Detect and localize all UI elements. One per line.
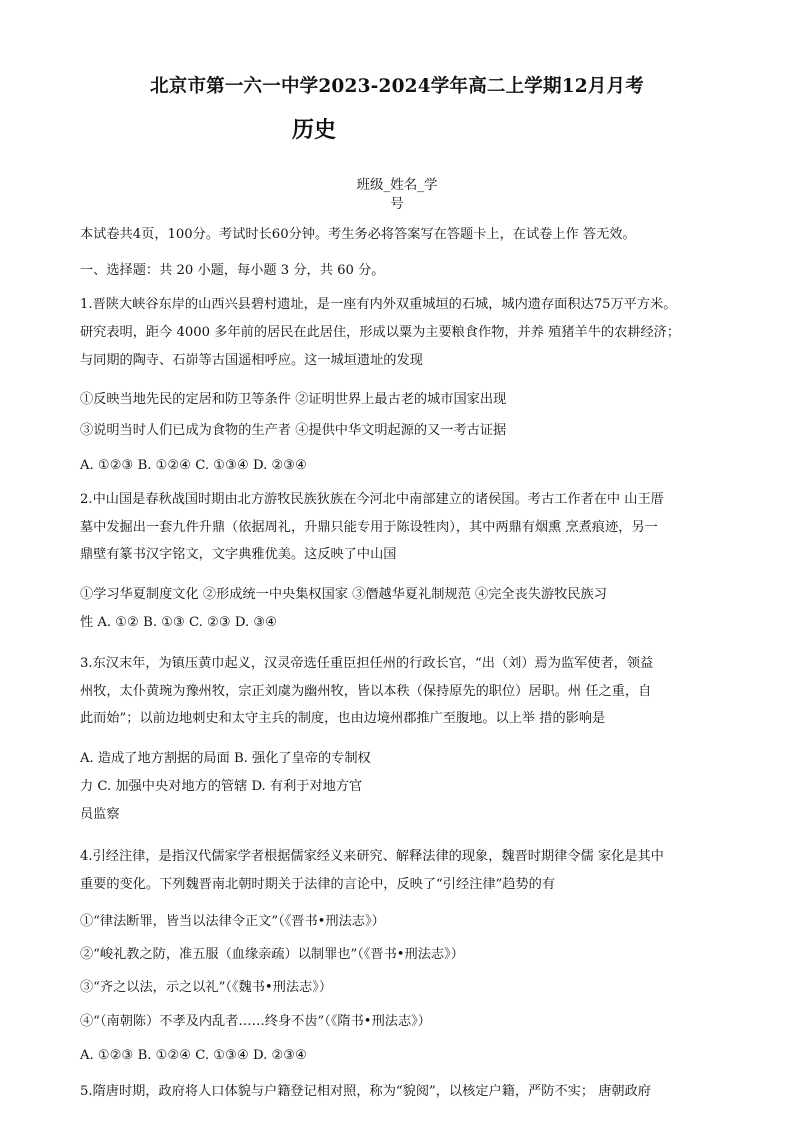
question-2-line-1: 2.中山国是春秋战国时期由北方游牧民族狄族在今河北中南部建立的诸侯国。考古工作者在中 山王厝 — [80, 492, 664, 507]
student-info-line1: 班级_姓名_学 — [356, 177, 438, 193]
question-1-line-3: 与同期的陶寺、石峁等古国遥相呼应。这一城垣遗址的发现 — [80, 353, 423, 368]
question-4-line-1: 4.引经注律，是指汉代儒家学者根据儒家经义来研究、解释法律的现象，魏晋时期律令儒 家化是其中 — [80, 849, 664, 864]
question-4-option-line-2: ②“峻礼教之防，准五服（血缘亲疏）以制罪也”（《晋书•刑法志》） — [80, 947, 464, 962]
question-2-line-3: 鼎壁有篆书汉字铭文，文字典雅优美。这反映了中山国 — [80, 547, 397, 562]
question-4-option-line-3: ③“齐之以法，示之以礼”（《魏书•刑法志》） — [80, 980, 333, 995]
question-3-option-line-3: 员监察 — [80, 807, 120, 822]
question-3-option-line-2: 力 C. 加强中央对地方的管辖 D. 有利于对地方官 — [80, 779, 363, 794]
exam-subject: 历史 — [292, 117, 337, 143]
section-heading: 一、选择题：共 20 小题，每小题 3 分，共 60 分。 — [80, 263, 385, 278]
question-1-line-2: 研究表明，距今 4000 多年前的居民在此居住，形成以粟为主要粮食作物，并养 殖猪羊牛的农耕经济； — [80, 325, 681, 340]
question-1-option-line-2: ③说明当时人们已成为食物的生产者 ④提供中华文明起源的又一考古证据 — [80, 423, 507, 438]
exam-title: 北京市第一六一中学2023-2024学年高二上学期12月月考 — [150, 76, 644, 97]
question-3-line-2: 州牧，太仆黄琬为豫州牧，宗正刘虞为幽州牧，皆以本秩（保持原先的职位）居职。州 任之重，自 — [80, 684, 652, 699]
question-1-answer-choices: A. ①②③ B. ①②④ C. ①③④ D. ②③④ — [80, 458, 307, 473]
question-3-option-line-1: A. 造成了地方割据的局面 B. 强化了皇帝的专制权 — [80, 751, 371, 766]
question-1-option-line-1: ①反映当地先民的定居和防卫等条件 ②证明世界上最古老的城市国家出现 — [80, 392, 507, 407]
question-4-answer-choices: A. ①②③ B. ①②④ C. ①③④ D. ②③④ — [80, 1048, 307, 1063]
question-2-option-line-2: 性 A. ①② B. ①③ C. ②③ D. ③④ — [80, 615, 278, 630]
question-3-line-3: 此而始”；以前边地刺史和太守主兵的制度，也由边境州郡推广至腹地。以上举 措的影响是 — [80, 711, 606, 726]
question-4-option-line-4: ④“（南朝陈）不孝及内乱者……终身不齿”（《隋书•刑法志》） — [80, 1014, 431, 1029]
question-2-line-2: 墓中发掘出一套九件升鼎（依据周礼，升鼎只能专用于陈设牲肉），其中两鼎有烟熏 烹煮痕迹，另一 — [80, 520, 658, 535]
student-info-line2: 号 — [390, 196, 404, 212]
exam-intro: 本试卷共4页，100分。考试时长60分钟。考生务必将答案写在答题卡上，在试卷上作 答无效。 — [80, 227, 636, 242]
question-4-option-line-1: ①“律法断罪，皆当以法律令正文”（《晋书•刑法志》） — [80, 914, 385, 929]
question-1-line-1: 1.晋陕大峡谷东岸的山西兴县碧村遗址，是一座有内外双重城垣的石城，城内遗存面积达75万平方米。 — [80, 297, 677, 312]
question-3-line-1: 3.东汉末年，为镇压黄巾起义，汉灵帝选任重臣担任州的行政长官，“出（刘）焉为监军使者，领益 — [80, 656, 654, 671]
question-4-line-2: 重要的变化。下列魏晋南北朝时期关于法律的言论中，反映了“引经注律”趋势的有 — [80, 877, 556, 892]
question-5-line-1: 5.隋唐时期，政府将人口体貌与户籍登记相对照，称为“貌阅”，以核定户籍，严防不实； 唐朝政府 — [80, 1084, 651, 1099]
question-2-option-line-1: ①学习华夏制度文化 ②形成统一中央集权国家 ③僭越华夏礼制规范 ④完全丧失游牧民族习 — [80, 587, 607, 602]
